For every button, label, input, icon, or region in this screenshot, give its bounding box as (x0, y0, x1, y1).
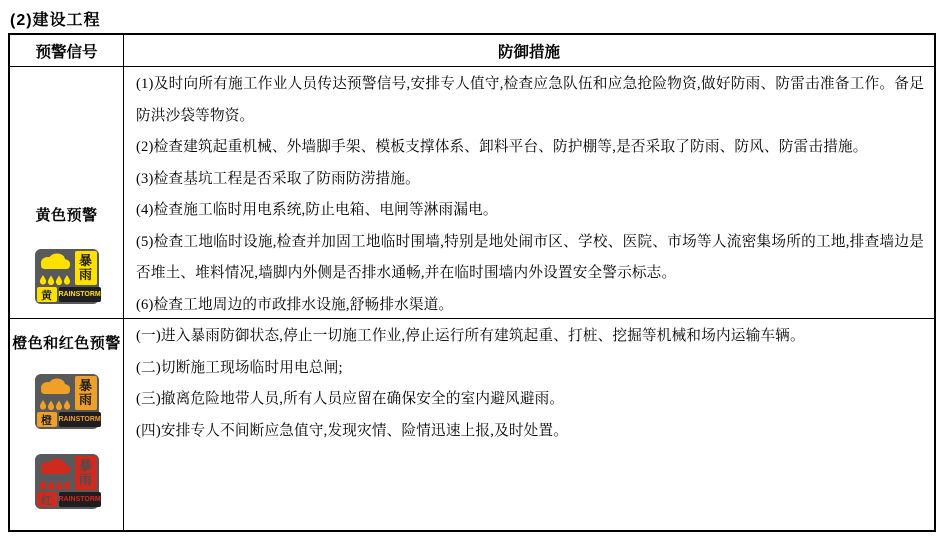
rainstorm-red-warning-icon (35, 454, 99, 509)
icon-top-row (37, 456, 97, 490)
table-header-row (10, 35, 934, 67)
measures-cell-yellow (124, 67, 934, 318)
signal-label-yellow: 黄色预警 (35, 208, 98, 224)
warning-measures-table (8, 33, 936, 532)
measure-item: (一)进入暴雨防御状态,停止一切施工作业,停止运行所有建筑起重、打桩、挖掘等机械和场内运输车辆。 (136, 328, 805, 344)
measure-item: (5)检查工地临时设施,检查并加固工地临时围墙,特别是地处闹市区、学校、医院、市场等人流密集场所的工地,排查墙边是否堆土、堆料情况,墙脚内外侧是否排水通畅,并在临时围墙内外设置安全警示标志。 (136, 233, 924, 281)
icon-bottom-row (37, 287, 101, 302)
level-char-red: 红 (37, 492, 57, 507)
signal-cell-yellow (10, 67, 124, 318)
measure-item: (四)安排专人不间断应急值守,发现灾情、险情迅速上报,及时处置。 (136, 422, 569, 439)
measure-item: (二)切断施工现场临时用电总闸; (136, 359, 343, 376)
measure-item: (2)检查建筑起重机械、外墙脚手架、模板支撑体系、卸料平台、防护棚等,是否采取了防雨、防风、防雷击措施。 (136, 139, 868, 155)
icon-bottom-row (37, 492, 101, 507)
rainstorm-chinese-text: 暴雨 (78, 458, 92, 487)
rainstorm-chinese-text: 暴雨 (78, 378, 92, 407)
measure-item: (3)检查基坑工程是否采取了防雨防涝措施。 (136, 170, 420, 187)
rainstorm-chinese-label (75, 251, 97, 285)
rain-cloud-icon (37, 376, 73, 410)
icon-top-row (37, 376, 97, 410)
level-char-yellow: 黄 (37, 287, 57, 302)
rainstorm-english-label: RAINSTORM (59, 287, 101, 302)
rainstorm-chinese-label (75, 456, 97, 490)
rain-cloud-icon (37, 251, 73, 285)
table-row-yellow-warning (10, 67, 934, 319)
rainstorm-chinese-label (75, 376, 97, 410)
measure-item: (6)检查工地周边的市政排水设施,舒畅排水渠道。 (136, 296, 454, 313)
rainstorm-chinese-text: 暴雨 (78, 253, 92, 282)
section-title: (2)建设工程 (10, 12, 101, 29)
rainstorm-english-label: RAINSTORM (59, 492, 101, 507)
rain-cloud-icon (37, 456, 73, 490)
measure-item: (1)及时向所有施工作业人员传达预警信号,安排专人值守,检查应急队伍和应急抢险物资,做好防雨、防雷击准备工作。备足防洪沙袋等物资。 (136, 76, 924, 124)
level-char-orange: 橙 (37, 412, 57, 427)
header-defense-measures: 防御措施 (497, 43, 560, 61)
icon-top-row (37, 251, 97, 285)
rainstorm-orange-warning-icon (35, 374, 99, 429)
rainstorm-yellow-warning-icon (35, 249, 99, 304)
measures-cell-orange-red (124, 319, 934, 530)
measure-item: (三)撤离危险地带人员,所有人员应留在确保安全的室内避风避雨。 (136, 391, 565, 407)
measure-item: (4)检查施工临时用电系统,防止电箱、电闸等淋雨漏电。 (136, 202, 498, 218)
signal-cell-orange-red (10, 319, 124, 530)
rainstorm-english-label: RAINSTORM (59, 412, 101, 427)
signal-label-orange-red: 橙色和红色预警 (12, 336, 121, 352)
header-warning-signal: 预警信号 (10, 35, 124, 66)
icon-bottom-row (37, 412, 101, 427)
table-row-orange-red-warning (10, 319, 934, 530)
